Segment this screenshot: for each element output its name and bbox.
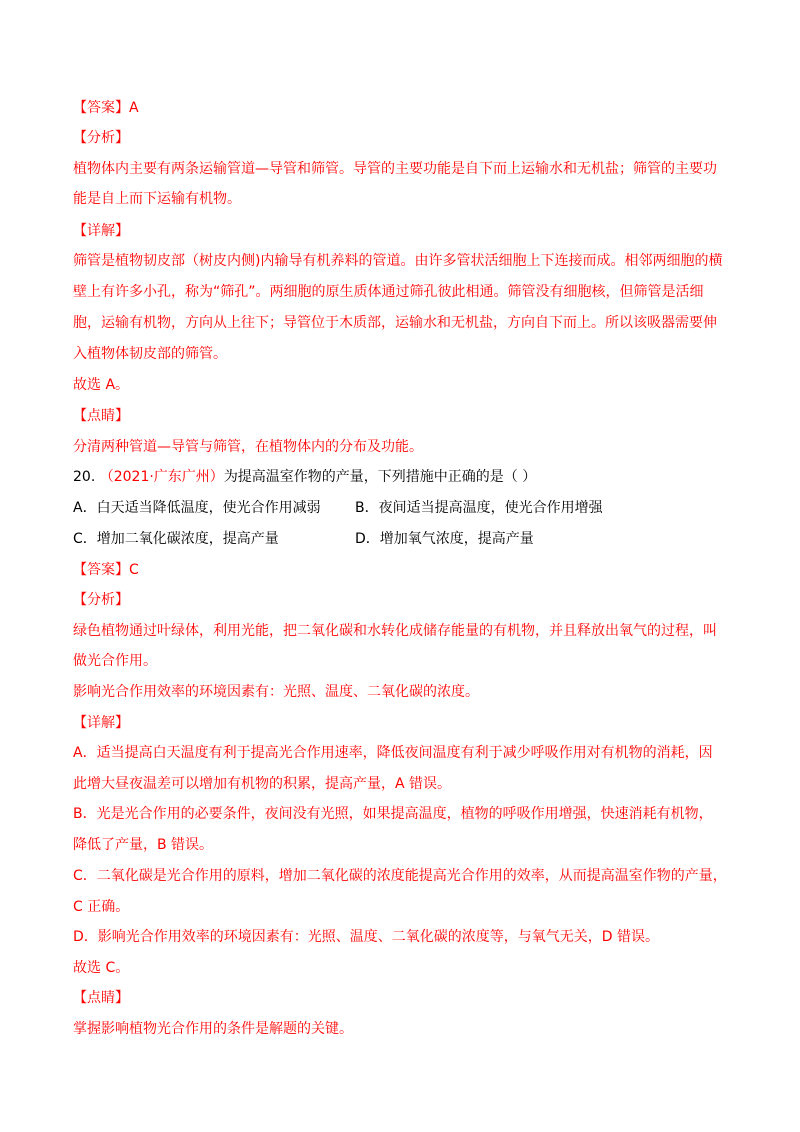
comment-heading: 【点睛】 bbox=[73, 990, 129, 1006]
analysis-text-line: 绿色植物通过叶绿体，利用光能，把二氧化碳和水转化成储存能量的有机物，并且释放出氧气的过程，叫 bbox=[73, 623, 717, 639]
option-c: C．增加二氧化碳浓度，提高产量 bbox=[73, 531, 279, 547]
question-stem bbox=[73, 467, 536, 487]
detail-heading: 【详解】 bbox=[73, 223, 129, 239]
question-text: 为提高温室作物的产量，下列措施中正确的是（ ） bbox=[223, 469, 537, 485]
analysis-text-line: 能是自上而下运输有机物。 bbox=[73, 191, 241, 207]
answer-line: 【答案】A bbox=[73, 100, 139, 116]
comment-heading: 【点睛】 bbox=[73, 408, 129, 424]
detail-text-line: 此增大昼夜温差可以增加有机物的积累，提高产量，A 错误。 bbox=[73, 776, 452, 792]
analysis-text-line: 植物体内主要有两条运输管道—导管和筛管。导管的主要功能是自下而上运输水和无机盐；筛管的主要功 bbox=[73, 161, 717, 177]
analysis-heading: 【分析】 bbox=[73, 592, 129, 608]
conclusion-line: 故选 C。 bbox=[73, 960, 130, 976]
question-number: 20. bbox=[73, 469, 96, 485]
detail-text-line: 降低了产量，B 错误。 bbox=[73, 837, 214, 853]
detail-text-line: C．二氧化碳是光合作用的原料，增加二氧化碳的浓度能提高光合作用的效率，从而提高温室作物的产量， bbox=[73, 868, 727, 884]
detail-text-line: 胞，运输有机物，方向从上往下；导管位于木质部，运输水和无机盐，方向自下而上。所以该吸器需要伸 bbox=[73, 315, 717, 331]
detail-heading: 【详解】 bbox=[73, 715, 129, 731]
detail-text-line: A．适当提高白天温度有利于提高光合作用速率，降低夜间温度有利于减少呼吸作用对有机物的消耗，因 bbox=[73, 745, 713, 761]
detail-text-line: 筛管是植物韧皮部（树皮内侧)内输导有机养料的管道。由许多管状活细胞上下连接而成。相邻两细胞的横 bbox=[73, 253, 723, 269]
option-a: A．白天适当降低温度，使光合作用减弱 bbox=[73, 500, 321, 516]
option-b: B．夜间适当提高温度，使光合作用增强 bbox=[355, 500, 603, 516]
analysis-text-line: 做光合作用。 bbox=[73, 653, 157, 669]
analysis-text-line: 影响光合作用效率的环境因素有：光照、温度、二氧化碳的浓度。 bbox=[73, 684, 479, 700]
question-source: （2021·广东广州） bbox=[99, 469, 224, 485]
detail-text-line: B．光是光合作用的必要条件，夜间没有光照，如果提高温度，植物的呼吸作用增强，快速消耗有机物， bbox=[73, 806, 713, 822]
analysis-heading: 【分析】 bbox=[73, 130, 129, 146]
option-d: D．增加氧气浓度，提高产量 bbox=[355, 531, 534, 547]
detail-text-line: 入植物体韧皮部的筛管。 bbox=[73, 346, 227, 362]
detail-text-line: D．影响光合作用效率的环境因素有：光照、温度、二氧化碳的浓度等，与氧气无关，D 错误。 bbox=[73, 929, 660, 945]
detail-text-line: C 正确。 bbox=[73, 899, 130, 915]
conclusion-line: 故选 A。 bbox=[73, 377, 130, 393]
comment-text: 分清两种管道—导管与筛管，在植物体内的分布及功能。 bbox=[73, 439, 423, 455]
detail-text-line: 壁上有许多小孔，称为“筛孔”。两细胞的原生质体通过筛孔彼此相通。筛管没有细胞核，但筛管是活细 bbox=[73, 284, 704, 300]
answer-line: 【答案】C bbox=[73, 562, 139, 578]
comment-text: 掌握影响植物光合作用的条件是解题的关键。 bbox=[73, 1021, 353, 1037]
